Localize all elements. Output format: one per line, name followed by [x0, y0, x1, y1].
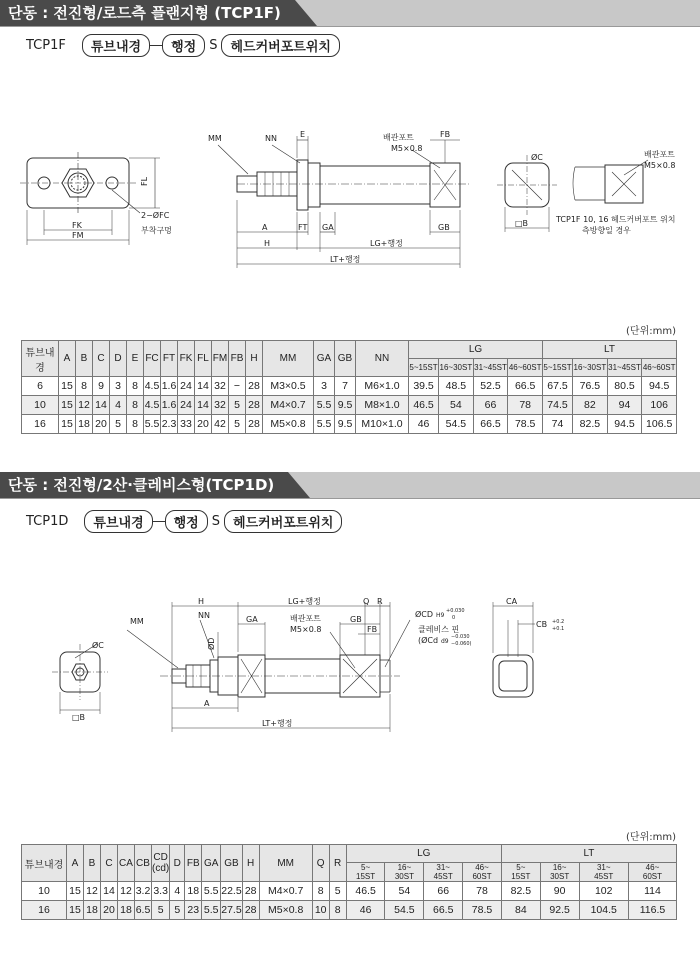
label-nn: NN [198, 611, 210, 620]
table-cell: 2.3 [161, 415, 178, 434]
label-nn: NN [265, 134, 277, 143]
table-cell: 10 [312, 901, 329, 920]
spec-table-tcp1d [21, 844, 677, 920]
col-header: E [127, 341, 144, 377]
model-separator: S [211, 514, 221, 529]
dim-ft: FT [298, 223, 308, 232]
port-label: 배관포트 [383, 133, 414, 142]
dim-h: H [264, 239, 271, 248]
flange-side [297, 160, 308, 210]
table-cell: 15 [67, 901, 84, 920]
cd-label: CD [153, 852, 168, 863]
col-header: B [76, 341, 93, 377]
dim-b: □B [515, 219, 529, 228]
col-header: FT [161, 341, 178, 377]
cd-tol-bot: 0 [452, 615, 456, 621]
section-title-bar [0, 0, 700, 27]
table-cell: 106.5 [642, 415, 677, 434]
col-header: CA [118, 845, 135, 882]
table-cell: 14 [101, 882, 118, 901]
note-line1: TCP1F 10, 16 헤드커버포트 위치 [556, 215, 676, 224]
col-header: FK [178, 341, 195, 377]
col-header: H [242, 845, 259, 882]
table-row [22, 882, 677, 901]
sub-header: 46~60ST [642, 359, 677, 377]
dim-fb: FB [367, 625, 378, 634]
table-cell: 28 [242, 882, 259, 901]
col-header: 튜브내경 [22, 341, 59, 377]
table-cell: 66.5 [424, 901, 463, 920]
dim-a: A [204, 699, 210, 708]
table-cell: 90 [540, 882, 579, 901]
dim-r: R [377, 597, 383, 606]
col-header: GA [202, 845, 221, 882]
table-cell: 116.5 [628, 901, 676, 920]
col-header: C [101, 845, 118, 882]
section-tcp1d [0, 472, 700, 958]
table-cell: 32 [212, 377, 229, 396]
model-part-bore: 튜브내경 [84, 510, 152, 533]
table-cell: 92.5 [540, 901, 579, 920]
col-header: CB [135, 845, 152, 882]
table-cell: 8 [76, 377, 93, 396]
table-cell: 32 [212, 396, 229, 415]
dim-lg: LG+행정 [370, 239, 403, 248]
table-cell: 102 [579, 882, 628, 901]
table-cell: 4 [110, 396, 127, 415]
col-header-lt: LT [501, 845, 676, 863]
clevis-pin-label: 클레비스 핀 [418, 625, 460, 634]
col-header: FM [212, 341, 229, 377]
table-cell: 42 [212, 415, 229, 434]
model-prefix: TCP1F [26, 38, 66, 53]
table-row [22, 377, 677, 396]
table-row [22, 901, 677, 920]
table-cell: M5×0.8 [263, 415, 314, 434]
cd-tol-top: +0.030 [446, 608, 465, 614]
dim-fb: FB [440, 130, 451, 139]
col-header: FB [229, 341, 246, 377]
dim-fk: FK [72, 221, 82, 230]
table-cell: 20 [93, 415, 110, 434]
spec-table-tcp1f [21, 340, 677, 434]
table-cell: 16 [22, 415, 59, 434]
dim-gb: GB [350, 615, 362, 624]
sub-header: 5~ 15ST [501, 863, 540, 882]
cd-pin-tol-top: −0.030 [451, 634, 470, 640]
table-cell: 27.5 [221, 901, 242, 920]
table-cell: 46.5 [346, 882, 385, 901]
table-cell: 3.3 [152, 882, 170, 901]
col-header: FB [185, 845, 202, 882]
col-header: Q [312, 845, 329, 882]
table-cell: 18 [84, 901, 101, 920]
table-cell: M4×0.7 [263, 396, 314, 415]
dim-cd: ØCD [415, 610, 434, 619]
table-cell: 14 [195, 377, 212, 396]
port-label: 배관포트 [290, 614, 321, 623]
table-cell: 82.5 [501, 882, 540, 901]
col-header: D [110, 341, 127, 377]
col-header: FL [195, 341, 212, 377]
sub-header: 5~15ST [542, 359, 572, 377]
table-cell: 46 [409, 415, 439, 434]
table-row [22, 415, 677, 434]
unit-label: (단위:mm) [626, 832, 676, 843]
table-cell: 28 [246, 377, 263, 396]
col-header: A [59, 341, 76, 377]
table-cell: 78.5 [508, 415, 543, 434]
table-cell: 8 [312, 882, 329, 901]
col-header: GB [221, 845, 242, 882]
table-cell: 6.5 [135, 901, 152, 920]
table-cell: 20 [195, 415, 212, 434]
sub-header: 16~ 30ST [385, 863, 424, 882]
section-title: 단동 : 전진형/로드측 플랜지형 (TCP1F) [0, 0, 295, 26]
model-part-port: 헤드커버포트위치 [224, 510, 342, 533]
table-cell: 14 [93, 396, 110, 415]
table-cell: 3 [314, 377, 335, 396]
table-cell: 4.5 [144, 377, 161, 396]
table-cell: 15 [59, 377, 76, 396]
col-header-lt: LT [542, 341, 676, 359]
table-cell: 6 [22, 377, 59, 396]
col-header: 튜브내경 [22, 845, 67, 882]
model-code [26, 510, 342, 533]
table-cell: 28 [242, 901, 259, 920]
table-cell: 46 [346, 901, 385, 920]
table-cell: 24 [178, 377, 195, 396]
table-cell: M8×1.0 [356, 396, 409, 415]
table-cell: 15 [59, 415, 76, 434]
table-cell: 48.5 [439, 377, 474, 396]
table-cell: 8 [127, 396, 144, 415]
table-cell: 84 [501, 901, 540, 920]
table-cell: 76.5 [573, 377, 608, 396]
table-cell: 104.5 [579, 901, 628, 920]
col-header-lg: LG [346, 845, 501, 863]
port2-size: M5×0.8 [644, 161, 676, 170]
table-cell: 39.5 [409, 377, 439, 396]
table-cell: 54 [385, 882, 424, 901]
table-cell: 1.6 [161, 396, 178, 415]
table-cell: 5 [152, 901, 170, 920]
col-header: B [84, 845, 101, 882]
dim-fm: FM [72, 231, 84, 240]
tcp1f-drawing [0, 60, 700, 280]
cd-sub-label: (cd) [152, 863, 170, 874]
label-mm: MM [208, 134, 222, 143]
col-header: MM [263, 341, 314, 377]
table-cell: 12 [84, 882, 101, 901]
dim-e: E [300, 130, 306, 139]
table-cell: 3.2 [135, 882, 152, 901]
table-cell: 114 [628, 882, 676, 901]
port-size: M5×0.8 [391, 144, 423, 153]
col-header: H [246, 341, 263, 377]
col-header [152, 845, 170, 882]
table-cell: 52.5 [473, 377, 508, 396]
dim-c: ØC [531, 153, 543, 162]
sub-header: 5~ 15ST [346, 863, 385, 882]
table-cell: 67.5 [542, 377, 572, 396]
model-code [26, 34, 340, 57]
dim-lt: LT+행정 [330, 255, 361, 264]
table-cell: 10 [22, 882, 67, 901]
col-header: A [67, 845, 84, 882]
table-cell: 5 [329, 882, 346, 901]
col-header: MM [259, 845, 312, 882]
table-cell: 20 [101, 901, 118, 920]
table-cell: 54.5 [385, 901, 424, 920]
sub-header: 16~30ST [573, 359, 608, 377]
dim-c: ØC [92, 641, 104, 650]
col-header: GB [335, 341, 356, 377]
table-cell: 28 [246, 415, 263, 434]
cd-pin: (ØCd [418, 636, 439, 645]
col-header: FC [144, 341, 161, 377]
table-cell: 5.5 [314, 396, 335, 415]
table-cell: 12 [76, 396, 93, 415]
table-cell: 16 [22, 901, 67, 920]
sub-header: 16~30ST [439, 359, 474, 377]
cb-tol-top: +0.2 [552, 619, 565, 625]
table-cell: 74.5 [542, 396, 572, 415]
port2-label: 배관포트 [644, 150, 675, 159]
table-cell: 14 [195, 396, 212, 415]
dim-ga: GA [246, 615, 258, 624]
model-prefix: TCP1D [26, 514, 69, 529]
col-header: D [170, 845, 185, 882]
col-header: NN [356, 341, 409, 377]
table-cell: 8 [127, 377, 144, 396]
table-body [22, 882, 677, 920]
tcp1d-drawing [0, 582, 700, 732]
table-cell: 5.5 [144, 415, 161, 434]
table-cell: 5 [110, 415, 127, 434]
dim-gb: GB [438, 223, 450, 232]
table-cell: 106 [642, 396, 677, 415]
sub-header: 16~ 30ST [540, 863, 579, 882]
sub-header: 31~ 45ST [579, 863, 628, 882]
table-cell: 9.5 [335, 415, 356, 434]
dim-ga: GA [322, 223, 334, 232]
table-cell: 94.5 [642, 377, 677, 396]
sub-header: 31~45ST [607, 359, 642, 377]
dim-ca: CA [506, 597, 518, 606]
sub-header: 31~ 45ST [424, 863, 463, 882]
table-cell: 8 [329, 901, 346, 920]
table-cell: 5.5 [202, 882, 221, 901]
col-header-lg: LG [409, 341, 543, 359]
cd-pin-d9: d9 [441, 638, 449, 645]
table-cell: M4×0.7 [259, 882, 312, 901]
table-cell: 66.5 [508, 377, 543, 396]
dim-d: ØD [207, 637, 216, 650]
table-cell: 33 [178, 415, 195, 434]
cb-tol-bot: +0.1 [552, 626, 565, 632]
table-cell: 5 [170, 901, 185, 920]
model-part-stroke: 행정 [165, 510, 208, 533]
table-cell: 94.5 [607, 415, 642, 434]
table-cell: 4.5 [144, 396, 161, 415]
table-body [22, 377, 677, 434]
table-cell: 54 [439, 396, 474, 415]
model-part-bore: 튜브내경 [82, 34, 150, 57]
table-cell: 5 [229, 415, 246, 434]
section-title: 단동 : 전진형/2산·클레비스형(TCP1D) [0, 472, 288, 498]
table-cell: 15 [59, 396, 76, 415]
table-cell: 18 [76, 415, 93, 434]
table-cell: 94 [607, 396, 642, 415]
table-cell: 4 [170, 882, 185, 901]
table-cell: 9.5 [335, 396, 356, 415]
sub-header: 5~15ST [409, 359, 439, 377]
table-cell: 54.5 [439, 415, 474, 434]
table-cell: 66 [424, 882, 463, 901]
table-cell: 12 [118, 882, 135, 901]
note-line2: 측방향일 경우 [582, 226, 631, 235]
table-cell: M3×0.5 [263, 377, 314, 396]
table-cell: 74 [542, 415, 572, 434]
model-part-stroke: 행정 [162, 34, 205, 57]
model-separator: S [209, 38, 218, 53]
dim-lg: LG+행정 [288, 597, 321, 606]
section-title-bar [0, 472, 700, 499]
table-cell: 18 [118, 901, 135, 920]
table-cell: 80.5 [607, 377, 642, 396]
table-cell: 66.5 [473, 415, 508, 434]
section-tcp1f [0, 0, 700, 455]
dim-a: A [262, 223, 268, 232]
table-cell: 15 [67, 882, 84, 901]
table-cell: 1.6 [161, 377, 178, 396]
cd-pin-tol-bot: −0.060) [451, 641, 472, 647]
table-cell: 46.5 [409, 396, 439, 415]
sub-header: 46~ 60ST [628, 863, 676, 882]
table-cell: 10 [22, 396, 59, 415]
dim-q: Q [363, 597, 370, 606]
dim-fl: FL [140, 176, 149, 186]
table-cell: 18 [185, 882, 202, 901]
dim-lt: LT+행정 [262, 719, 293, 728]
cd-h9: H9 [436, 612, 445, 619]
table-cell: 5.5 [314, 415, 335, 434]
table-cell: 66 [473, 396, 508, 415]
table-cell: 78 [508, 396, 543, 415]
table-cell: 5 [229, 396, 246, 415]
table-cell: 5.5 [202, 901, 221, 920]
col-header: GA [314, 341, 335, 377]
table-cell: M6×1.0 [356, 377, 409, 396]
mount-hole-label: 부착구멍 [141, 226, 172, 235]
port-size: M5×0.8 [290, 625, 322, 634]
table-cell: 3 [110, 377, 127, 396]
unit-label: (단위:mm) [626, 326, 676, 337]
table-cell: M10×1.0 [356, 415, 409, 434]
tube [320, 166, 430, 204]
table-cell: 82 [573, 396, 608, 415]
col-header: C [93, 341, 110, 377]
sub-header: 46~ 60ST [463, 863, 502, 882]
table-cell: − [229, 377, 246, 396]
table-cell: 7 [335, 377, 356, 396]
table-cell: 22.5 [221, 882, 242, 901]
table-cell: 78.5 [463, 901, 502, 920]
col-header: R [329, 845, 346, 882]
table-cell: 23 [185, 901, 202, 920]
model-part-port: 헤드커버포트위치 [221, 34, 339, 57]
dim-h: H [198, 597, 205, 606]
table-cell: 9 [93, 377, 110, 396]
label-mm: MM [130, 617, 144, 626]
dim-cb: CB [536, 620, 548, 629]
table-cell: 28 [246, 396, 263, 415]
sub-header: 46~60ST [508, 359, 543, 377]
dim-fc: 2−ØFC [141, 211, 170, 220]
table-cell: 78 [463, 882, 502, 901]
sub-header: 31~45ST [473, 359, 508, 377]
dim-b: □B [72, 713, 86, 722]
table-cell: M5×0.8 [259, 901, 312, 920]
table-cell: 8 [127, 415, 144, 434]
table-row [22, 396, 677, 415]
table-cell: 24 [178, 396, 195, 415]
table-cell: 82.5 [573, 415, 608, 434]
